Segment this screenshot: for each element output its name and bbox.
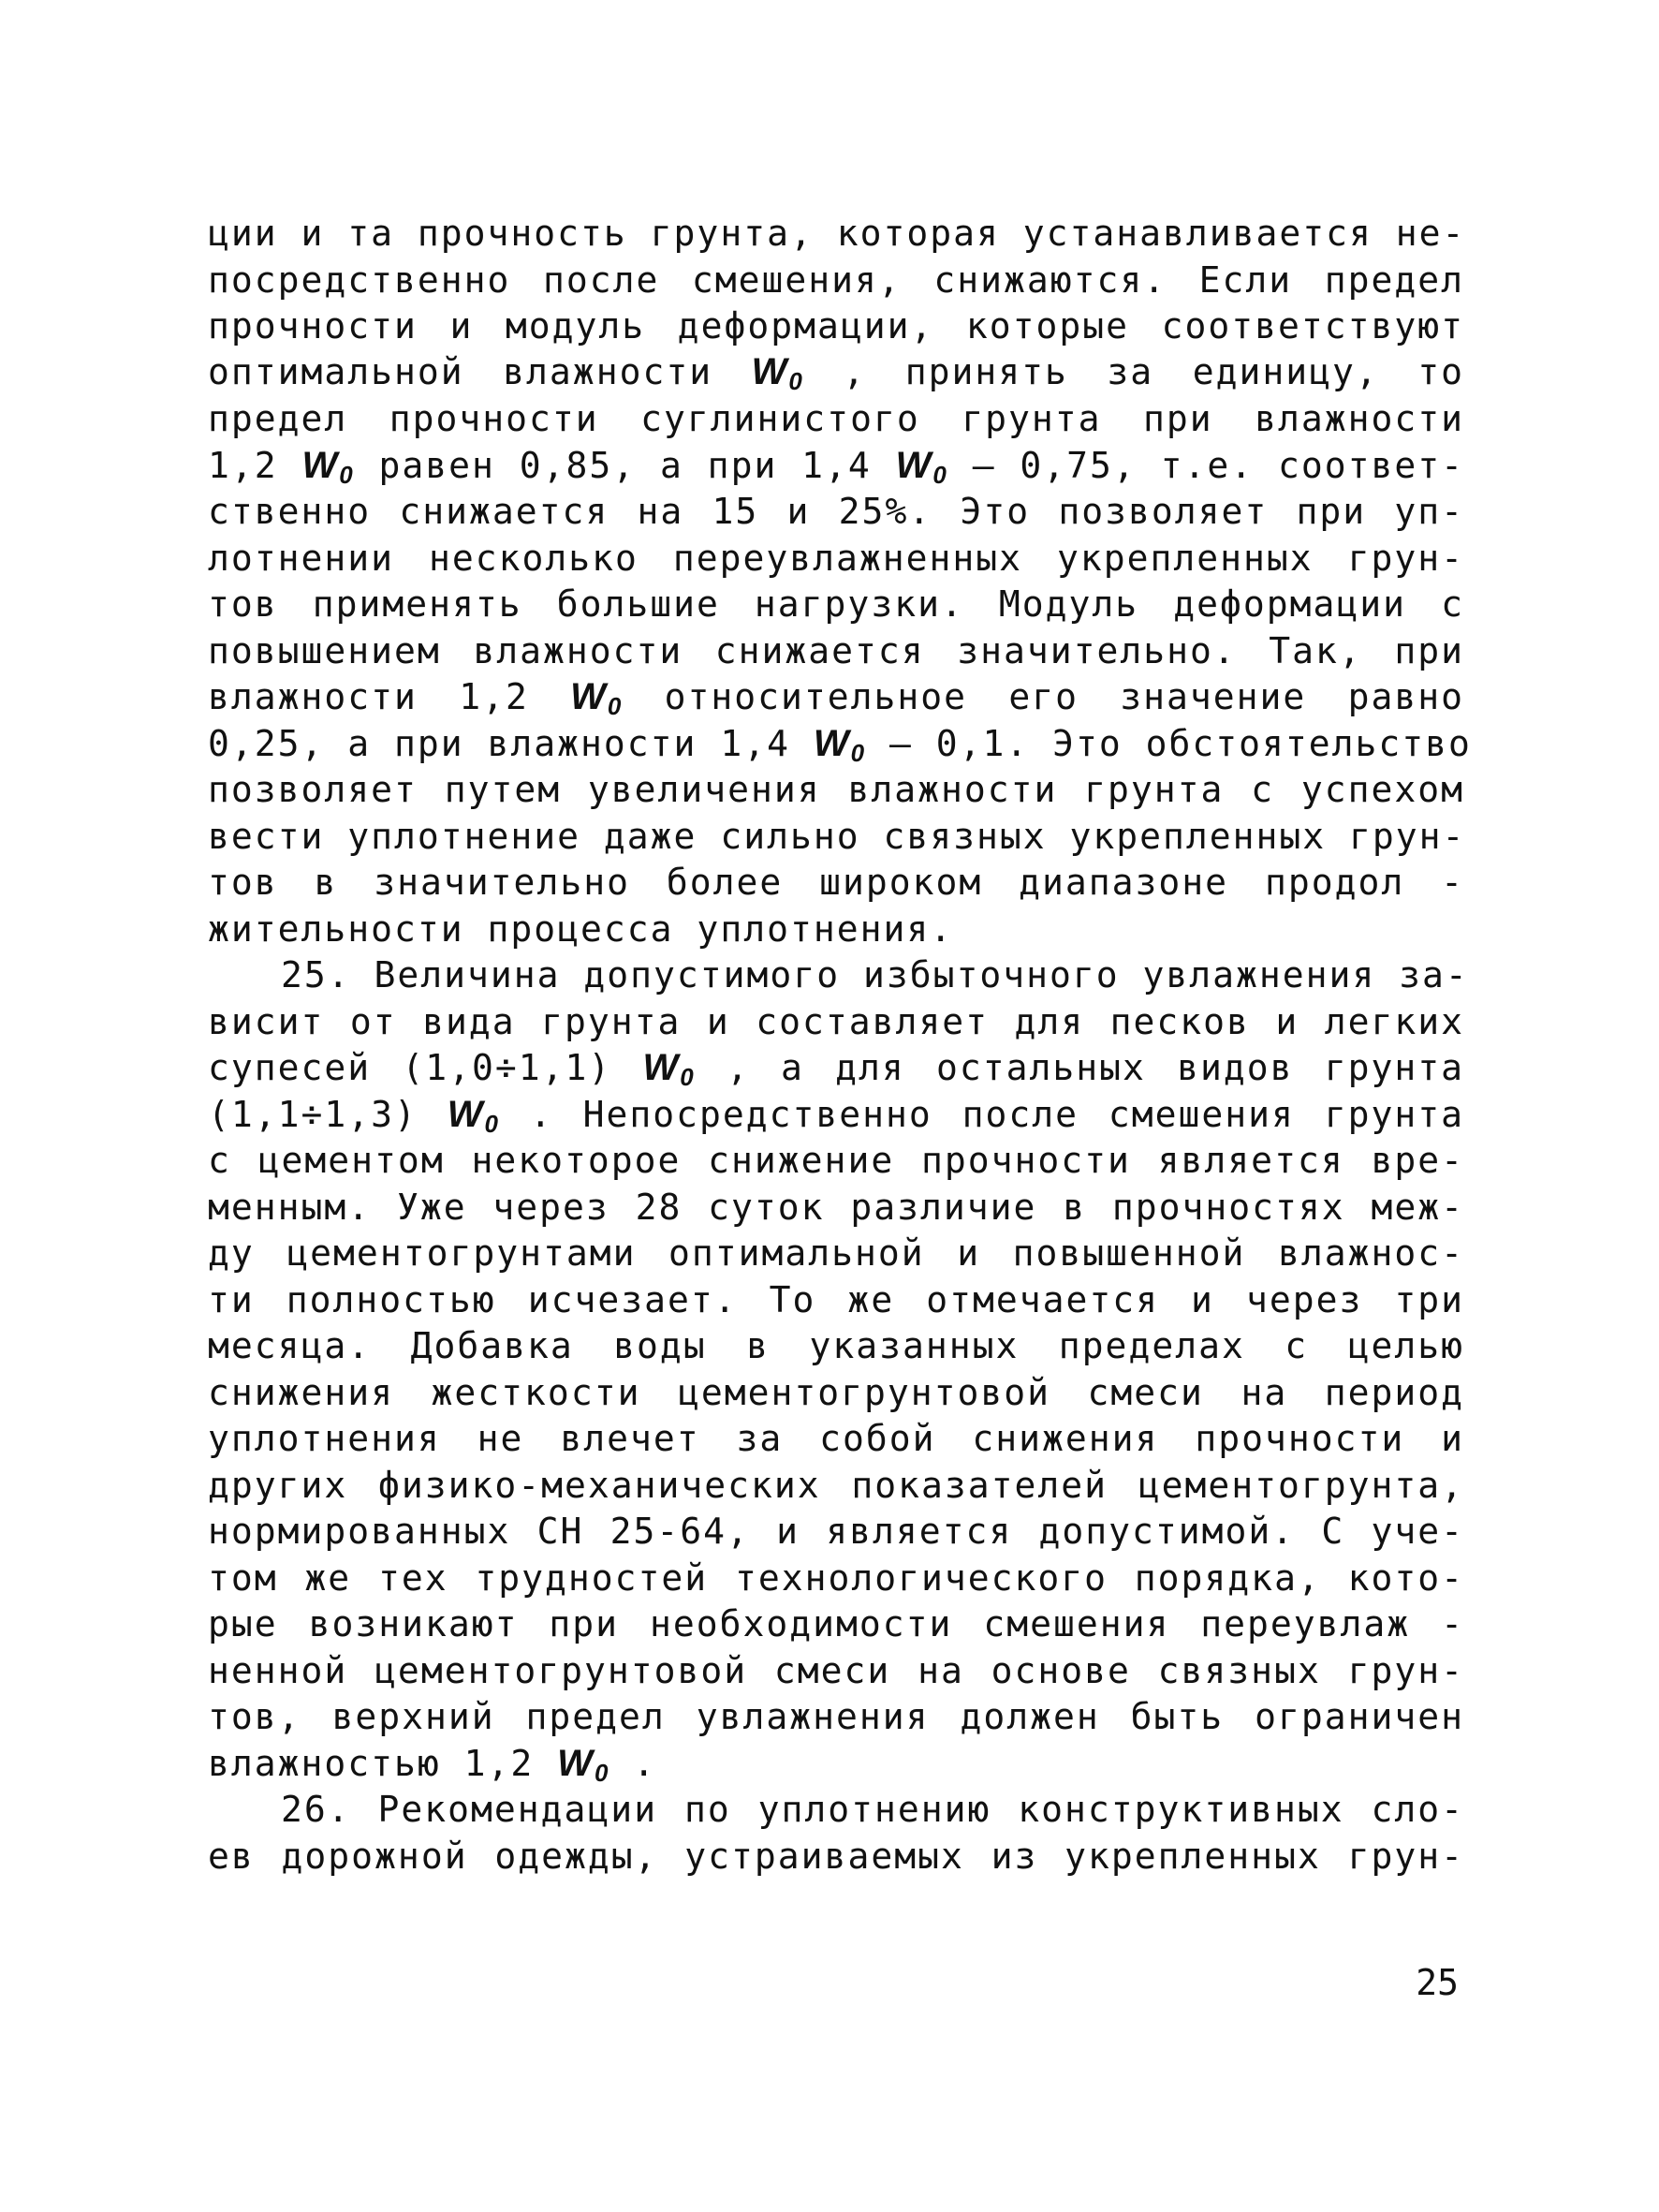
text-line: ев дорожной одежды, устраиваемых из укрепленных грун- xyxy=(208,1836,1464,1877)
text-line: (1,1÷1,3) $W_0$ . Непосредственно после смешения грунта xyxy=(208,1094,1464,1138)
text-line: предел прочности суглинистого грунта при влажности xyxy=(208,398,1464,439)
moisture-symbol: $W_0$ xyxy=(447,1094,500,1138)
text-line: оптимальной влажности $W_0$ , принять за единицу, то xyxy=(208,351,1464,395)
text-line: тов, верхний предел увлажнения должен быть ограничен xyxy=(208,1696,1464,1737)
moisture-symbol: $W_0$ xyxy=(751,351,804,395)
text-line: лотнении несколько переувлажненных укрепленных грун- xyxy=(208,538,1464,579)
text-line: ти полностью исчезает. То же отмечается и через три xyxy=(208,1279,1464,1320)
text-line: нормированных СН 25-64, и является допустимой. С уче- xyxy=(208,1511,1464,1552)
text-line: рые возникают при необходимости смешения переувлаж - xyxy=(208,1603,1464,1644)
text-line: позволяет путем увеличения влажности грунта с успехом xyxy=(208,769,1464,810)
text-line: тов в значительно более широком диапазоне продол - xyxy=(208,862,1464,903)
paragraph-25-start: 25. Величина допустимого избыточного увлажнения за- xyxy=(281,954,1469,995)
text-line: жительности процесса уплотнения. xyxy=(208,908,954,950)
moisture-symbol: $W_0$ xyxy=(557,1743,610,1787)
text-line: висит от вида грунта и составляет для песков и легких xyxy=(208,1001,1464,1042)
page-number: 25 xyxy=(1416,1962,1459,2003)
text-line: повышением влажности снижается значительно. Так, при xyxy=(208,630,1464,671)
text-line: влажностью 1,2 $W_0$ . xyxy=(208,1743,657,1787)
text-line: тов применять большие нагрузки. Модуль деформации с xyxy=(208,583,1464,625)
text-line: вести уплотнение даже сильно связных укрепленных грун- xyxy=(208,816,1466,857)
text-line: снижения жесткости цементогрунтовой смеси на период xyxy=(208,1372,1464,1413)
text-line: 0,25, а при влажности 1,4 $W_0 - 0,1$. Это обстоятельство xyxy=(208,723,1472,767)
text-line: 1,2 $W_0$ равен 0,85, а при 1,4 $W_0 - 0,75$, т.е. соответ- xyxy=(208,445,1464,489)
text-line: прочности и модуль деформации, которые соответствуют xyxy=(208,305,1464,347)
text-line: ственно снижается на 15 и 25%. Это позволяет при уп- xyxy=(208,491,1464,532)
moisture-symbol: $W_0$ xyxy=(570,676,624,720)
text-line: с цементом некоторое снижение прочности является вре- xyxy=(208,1140,1464,1181)
text-line: том же тех трудностей технологического порядка, кото- xyxy=(208,1557,1464,1599)
text-line: других физико-механических показателей цементогрунта, xyxy=(208,1465,1464,1506)
text-line: ненной цементогрунтовой смеси на основе связных грун- xyxy=(208,1650,1464,1691)
paragraph-26-start: 26. Рекомендации по уплотнению конструктивных сло- xyxy=(281,1789,1464,1830)
moisture-symbol: $W_0$ xyxy=(642,1047,696,1091)
text-line: менным. Уже через 28 суток различие в прочностях меж- xyxy=(208,1187,1464,1228)
text-line: ции и та прочность грунта, которая устанавливается не- xyxy=(208,213,1466,254)
text-line: месяца. Добавка воды в указанных пределах с целью xyxy=(208,1325,1464,1366)
moisture-symbol: $W_0$ xyxy=(895,445,948,489)
text-line: ду цементогрунтами оптимальной и повышенной влажнос- xyxy=(208,1232,1464,1274)
text-line: посредственно после смешения, снижаются. Если предел xyxy=(208,259,1464,301)
text-line: влажности 1,2 $W_0$ относительное его значение равно xyxy=(208,676,1464,720)
moisture-symbol: $W_0$ xyxy=(813,723,867,767)
text-line: уплотнения не влечет за собой снижения прочности и xyxy=(208,1418,1464,1459)
text-line: супесей (1,0÷1,1) $W_0$ , а для остальных видов грунта xyxy=(208,1047,1465,1091)
moisture-symbol: $W_0$ xyxy=(301,445,355,489)
